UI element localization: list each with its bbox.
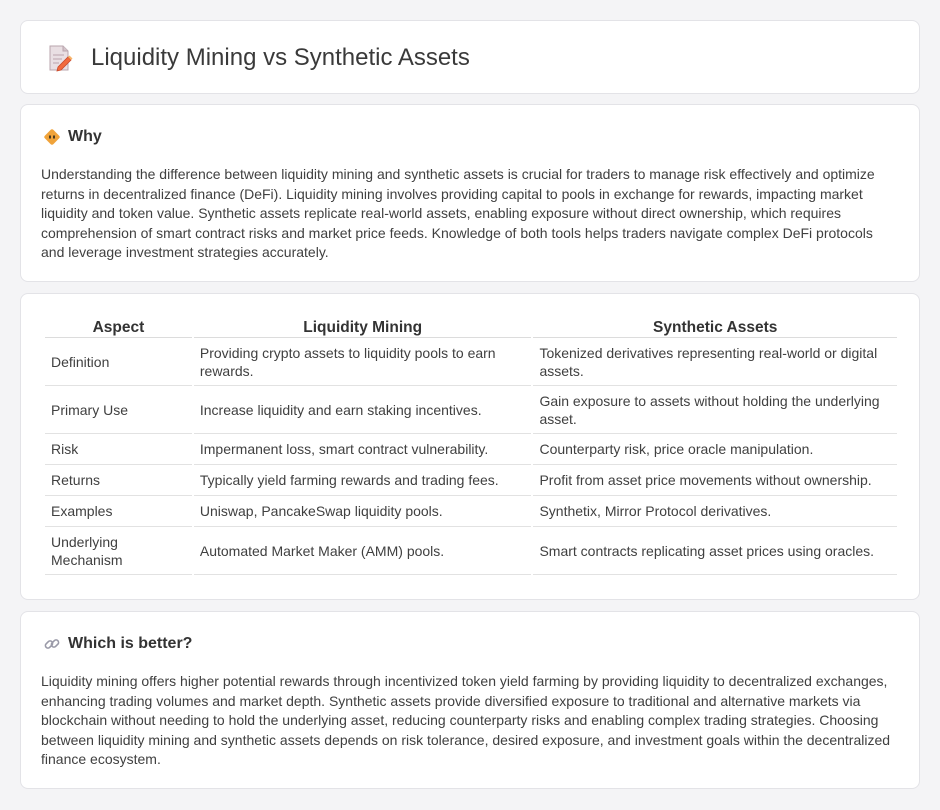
- row-liquidity-mining: Uniswap, PancakeSwap liquidity pools.: [194, 496, 532, 527]
- better-section-header: [43, 634, 192, 654]
- table-header-row: [45, 316, 897, 338]
- row-synthetic-assets: Counterparty risk, price oracle manipulation.: [533, 434, 897, 465]
- better-title: Which is better?: [68, 635, 193, 652]
- why-section: [20, 104, 920, 282]
- table-row: [45, 527, 897, 575]
- row-aspect: Definition: [45, 338, 192, 386]
- which-is-better-section: [20, 611, 920, 789]
- row-synthetic-assets: Synthetix, Mirror Protocol derivatives.: [533, 496, 897, 527]
- link-icon: [43, 635, 61, 653]
- comparison-table: [43, 316, 899, 575]
- table-row: [45, 386, 897, 434]
- page-title-wrap: [47, 41, 470, 75]
- table-row: [45, 465, 897, 496]
- row-liquidity-mining: Increase liquidity and earn staking incentives.: [194, 386, 532, 434]
- header-card: [20, 20, 920, 94]
- header-aspect: Aspect: [45, 316, 192, 338]
- row-liquidity-mining: Impermanent loss, smart contract vulnerability.: [194, 434, 532, 465]
- better-body: Liquidity mining offers higher potential rewards through incentivized token yield farming by providing liquidity to decentralized exchanges, enhancing trading volumes and market depth. Synthetic assets provide diversified exposure to traditional and alternative markets via blockchain without needing to hold the underlying asset, reducing counterparty risks and enabling complex trading strategies. Choosing between liquidity mining and synthetic assets depends on risk tolerance, desired exposure, and investment goals within the decentralized finance ecosystem.: [41, 673, 891, 768]
- diamond-sign-icon: [43, 128, 61, 146]
- why-body: Understanding the difference between liquidity mining and synthetic assets is crucial for traders to manage risk effectively and optimize returns in decentralized finance (DeFi). Liquidity mining involves providing capital to pools in exchange for rewards, impacting market liquidity and token value. Synthetic assets replicate real-world assets, enabling exposure without direct ownership, which requires comprehension of smart contract risks and market price feeds. Knowledge of both tools helps traders navigate complex DeFi protocols and leverage investment strategies accurately.: [41, 166, 875, 261]
- row-liquidity-mining: Automated Market Maker (AMM) pools.: [194, 527, 532, 575]
- document-pencil-icon: [47, 44, 73, 72]
- row-synthetic-assets: Smart contracts replicating asset prices using oracles.: [533, 527, 897, 575]
- row-aspect: Primary Use: [45, 386, 192, 434]
- table-row: [45, 338, 897, 386]
- table-row: [45, 496, 897, 527]
- why-section-header: [43, 127, 102, 147]
- row-synthetic-assets: Gain exposure to assets without holding the underlying asset.: [533, 386, 897, 434]
- row-liquidity-mining: Typically yield farming rewards and trading fees.: [194, 465, 532, 496]
- page-title: Liquidity Mining vs Synthetic Assets: [91, 44, 470, 71]
- row-liquidity-mining: Providing crypto assets to liquidity pools to earn rewards.: [194, 338, 532, 386]
- header-synthetic-assets: Synthetic Assets: [533, 316, 897, 338]
- row-aspect: Examples: [45, 496, 192, 527]
- comparison-section: [20, 293, 920, 600]
- row-synthetic-assets: Profit from asset price movements without ownership.: [533, 465, 897, 496]
- row-synthetic-assets: Tokenized derivatives representing real-world or digital assets.: [533, 338, 897, 386]
- table-row: [45, 434, 897, 465]
- row-aspect: Returns: [45, 465, 192, 496]
- header-liquidity-mining: Liquidity Mining: [194, 316, 532, 338]
- why-title: Why: [68, 128, 102, 145]
- row-aspect: Risk: [45, 434, 192, 465]
- row-aspect: Underlying Mechanism: [45, 527, 192, 575]
